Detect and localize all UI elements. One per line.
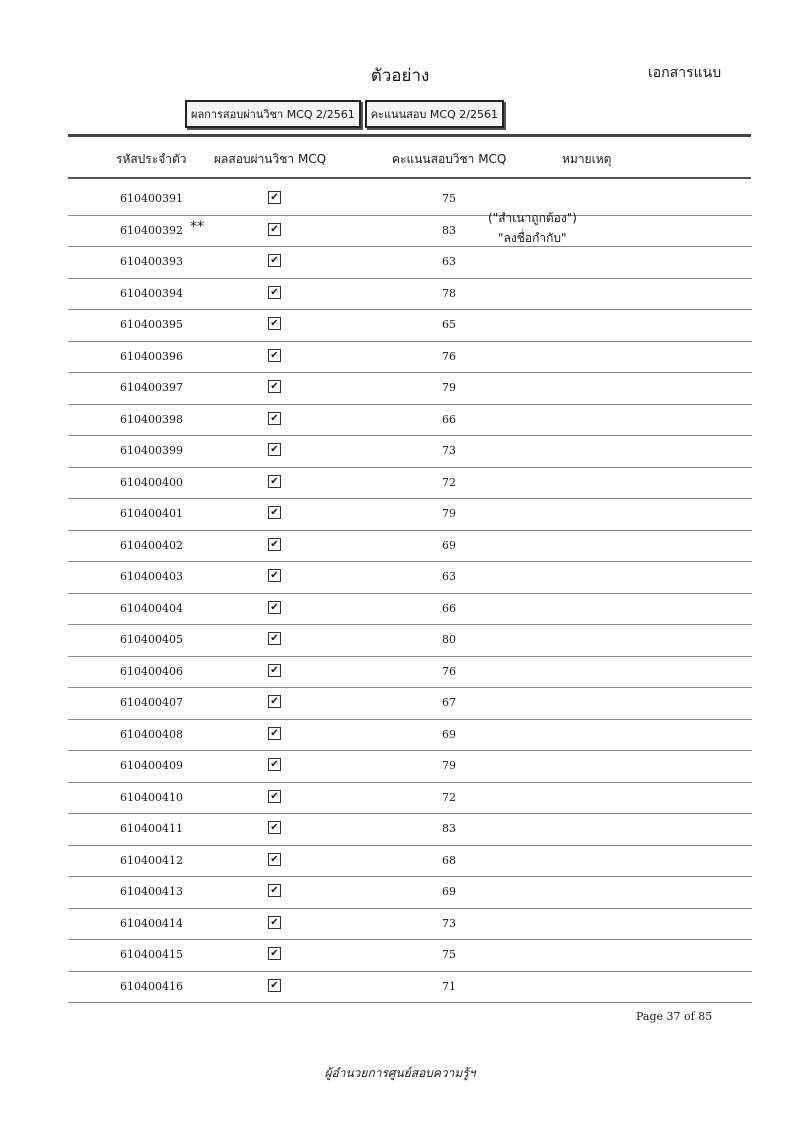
score-cell: 79 bbox=[442, 759, 456, 772]
pass-checkbox[interactable]: ✔ bbox=[268, 317, 281, 330]
table-row bbox=[68, 940, 752, 972]
table-row bbox=[68, 562, 752, 594]
results-table bbox=[0, 184, 800, 1003]
student-id-cell: 610400408 bbox=[120, 727, 183, 741]
table-row bbox=[68, 688, 752, 720]
annotation-stars: ** bbox=[190, 219, 204, 235]
pass-checkbox[interactable]: ✔ bbox=[268, 853, 281, 866]
score-cell: 66 bbox=[442, 601, 456, 615]
score-cell: 76 bbox=[442, 349, 456, 363]
page-number: Page 37 of 85 bbox=[636, 1010, 713, 1023]
table-row bbox=[68, 751, 752, 783]
pass-checkbox[interactable]: ✔ bbox=[268, 286, 281, 299]
table-row bbox=[68, 468, 752, 500]
student-id-cell: 610400404 bbox=[120, 601, 183, 615]
score-cell: 80 bbox=[442, 633, 456, 646]
table-row bbox=[68, 436, 752, 468]
score-cell: 68 bbox=[442, 853, 456, 867]
table-row bbox=[68, 499, 752, 531]
table-row bbox=[68, 216, 752, 248]
table-row bbox=[68, 814, 752, 846]
score-cell: 73 bbox=[442, 916, 456, 930]
table-header bbox=[0, 150, 800, 170]
score-cell: 63 bbox=[442, 255, 456, 268]
pass-checkbox[interactable]: ✔ bbox=[268, 821, 281, 834]
tab-score[interactable]: คะแนนสอบ MCQ 2/2561 bbox=[365, 100, 504, 128]
student-id-cell: 610400405 bbox=[120, 633, 183, 646]
student-id-cell: 610400414 bbox=[120, 916, 183, 930]
student-id-cell: 610400416 bbox=[120, 979, 183, 993]
student-id-cell: 610400396 bbox=[120, 349, 183, 363]
score-cell: 72 bbox=[442, 790, 456, 804]
table-row bbox=[68, 405, 752, 437]
score-cell: 79 bbox=[442, 381, 456, 394]
student-id-cell: 610400403 bbox=[120, 570, 183, 583]
score-cell: 71 bbox=[442, 979, 456, 993]
table-row bbox=[68, 877, 752, 909]
table-row bbox=[68, 657, 752, 689]
student-id-cell: 610400413 bbox=[120, 885, 183, 898]
attachment-label: เอกสารแนบ bbox=[648, 65, 722, 81]
pass-checkbox[interactable]: ✔ bbox=[268, 569, 281, 582]
student-id-cell: 610400401 bbox=[120, 507, 183, 520]
pass-checkbox[interactable]: ✔ bbox=[268, 412, 281, 425]
footer-signature-title: ผู้อำนวยการศูนย์สอบความรู้ฯ bbox=[324, 1066, 476, 1080]
header-student-id: รหัสประจำตัว bbox=[116, 152, 187, 166]
table-row bbox=[68, 625, 752, 657]
pass-checkbox[interactable]: ✔ bbox=[268, 443, 281, 456]
score-cell: 67 bbox=[442, 696, 456, 709]
pass-checkbox[interactable]: ✔ bbox=[268, 538, 281, 551]
table-row bbox=[68, 184, 752, 216]
pass-checkbox[interactable]: ✔ bbox=[268, 979, 281, 992]
pass-checkbox[interactable]: ✔ bbox=[268, 632, 281, 645]
student-id-cell: 610400411 bbox=[120, 822, 183, 835]
pass-checkbox[interactable]: ✔ bbox=[268, 601, 281, 614]
student-id-cell: 610400393 bbox=[120, 255, 183, 268]
student-id-cell: 610400398 bbox=[120, 412, 183, 426]
score-cell: 75 bbox=[442, 192, 456, 205]
table-row bbox=[68, 783, 752, 815]
score-cell: 63 bbox=[442, 570, 456, 583]
pass-checkbox[interactable]: ✔ bbox=[268, 254, 281, 267]
score-cell: 73 bbox=[442, 444, 456, 457]
score-cell: 66 bbox=[442, 412, 456, 426]
pass-checkbox[interactable]: ✔ bbox=[268, 790, 281, 803]
table-row bbox=[68, 972, 752, 1004]
table-row bbox=[68, 531, 752, 563]
score-cell: 65 bbox=[442, 318, 456, 331]
score-cell: 69 bbox=[442, 538, 456, 552]
annotation-signed: "ลงชื่อกำกับ" bbox=[498, 231, 567, 245]
score-cell: 79 bbox=[442, 507, 456, 520]
student-id-cell: 610400391 bbox=[120, 192, 183, 205]
student-id-cell: 610400397 bbox=[120, 381, 183, 394]
student-id-cell: 610400402 bbox=[120, 538, 183, 552]
header-score: คะแนนสอบวิชา MCQ bbox=[392, 152, 507, 166]
pass-checkbox[interactable]: ✔ bbox=[268, 380, 281, 393]
student-id-cell: 610400399 bbox=[120, 444, 183, 457]
student-id-cell: 610400406 bbox=[120, 664, 183, 678]
score-cell: 83 bbox=[442, 822, 456, 835]
student-id-cell: 610400412 bbox=[120, 853, 183, 867]
table-row bbox=[68, 247, 752, 279]
table-row bbox=[68, 310, 752, 342]
header-pass-result: ผลสอบผ่านวิชา MCQ bbox=[214, 152, 327, 166]
pass-checkbox[interactable]: ✔ bbox=[268, 727, 281, 740]
student-id-cell: 610400410 bbox=[120, 790, 183, 804]
table-row bbox=[68, 342, 752, 374]
table-row bbox=[68, 720, 752, 752]
pass-checkbox[interactable]: ✔ bbox=[268, 349, 281, 362]
pass-checkbox[interactable]: ✔ bbox=[268, 758, 281, 771]
table-row bbox=[68, 594, 752, 626]
page-title: ตัวอย่าง bbox=[370, 66, 430, 86]
score-cell: 69 bbox=[442, 727, 456, 741]
score-cell: 83 bbox=[442, 223, 456, 237]
pass-checkbox[interactable]: ✔ bbox=[268, 947, 281, 960]
student-id-cell: 610400409 bbox=[120, 759, 183, 772]
pass-checkbox[interactable]: ✔ bbox=[268, 664, 281, 677]
header-remark: หมายเหตุ bbox=[562, 152, 612, 166]
pass-checkbox[interactable]: ✔ bbox=[268, 191, 281, 204]
student-id-cell: 610400415 bbox=[120, 948, 183, 961]
top-divider bbox=[68, 134, 751, 137]
score-cell: 75 bbox=[442, 948, 456, 961]
student-id-cell: 610400407 bbox=[120, 696, 183, 709]
pass-checkbox[interactable]: ✔ bbox=[268, 475, 281, 488]
pass-checkbox[interactable]: ✔ bbox=[268, 884, 281, 897]
student-id-cell: 610400400 bbox=[120, 475, 183, 489]
table-row bbox=[68, 846, 752, 878]
pass-checkbox[interactable]: ✔ bbox=[268, 223, 281, 236]
table-row bbox=[68, 373, 752, 405]
pass-checkbox[interactable]: ✔ bbox=[268, 695, 281, 708]
pass-checkbox[interactable]: ✔ bbox=[268, 506, 281, 519]
annotation-certified: ("สำเนาถูกต้อง") bbox=[488, 211, 577, 225]
student-id-cell: 610400394 bbox=[120, 286, 183, 300]
score-cell: 76 bbox=[442, 664, 456, 678]
report-tabs bbox=[185, 100, 504, 128]
tab-pass-result[interactable]: ผลการสอบผ่านวิชา MCQ 2/2561 bbox=[185, 100, 361, 128]
table-row bbox=[68, 279, 752, 311]
score-cell: 78 bbox=[442, 286, 456, 300]
header-divider bbox=[68, 177, 751, 179]
student-id-cell: 610400395 bbox=[120, 318, 183, 331]
score-cell: 72 bbox=[442, 475, 456, 489]
student-id-cell: 610400392 bbox=[120, 223, 183, 237]
table-row bbox=[68, 909, 752, 941]
score-cell: 69 bbox=[442, 885, 456, 898]
pass-checkbox[interactable]: ✔ bbox=[268, 916, 281, 929]
